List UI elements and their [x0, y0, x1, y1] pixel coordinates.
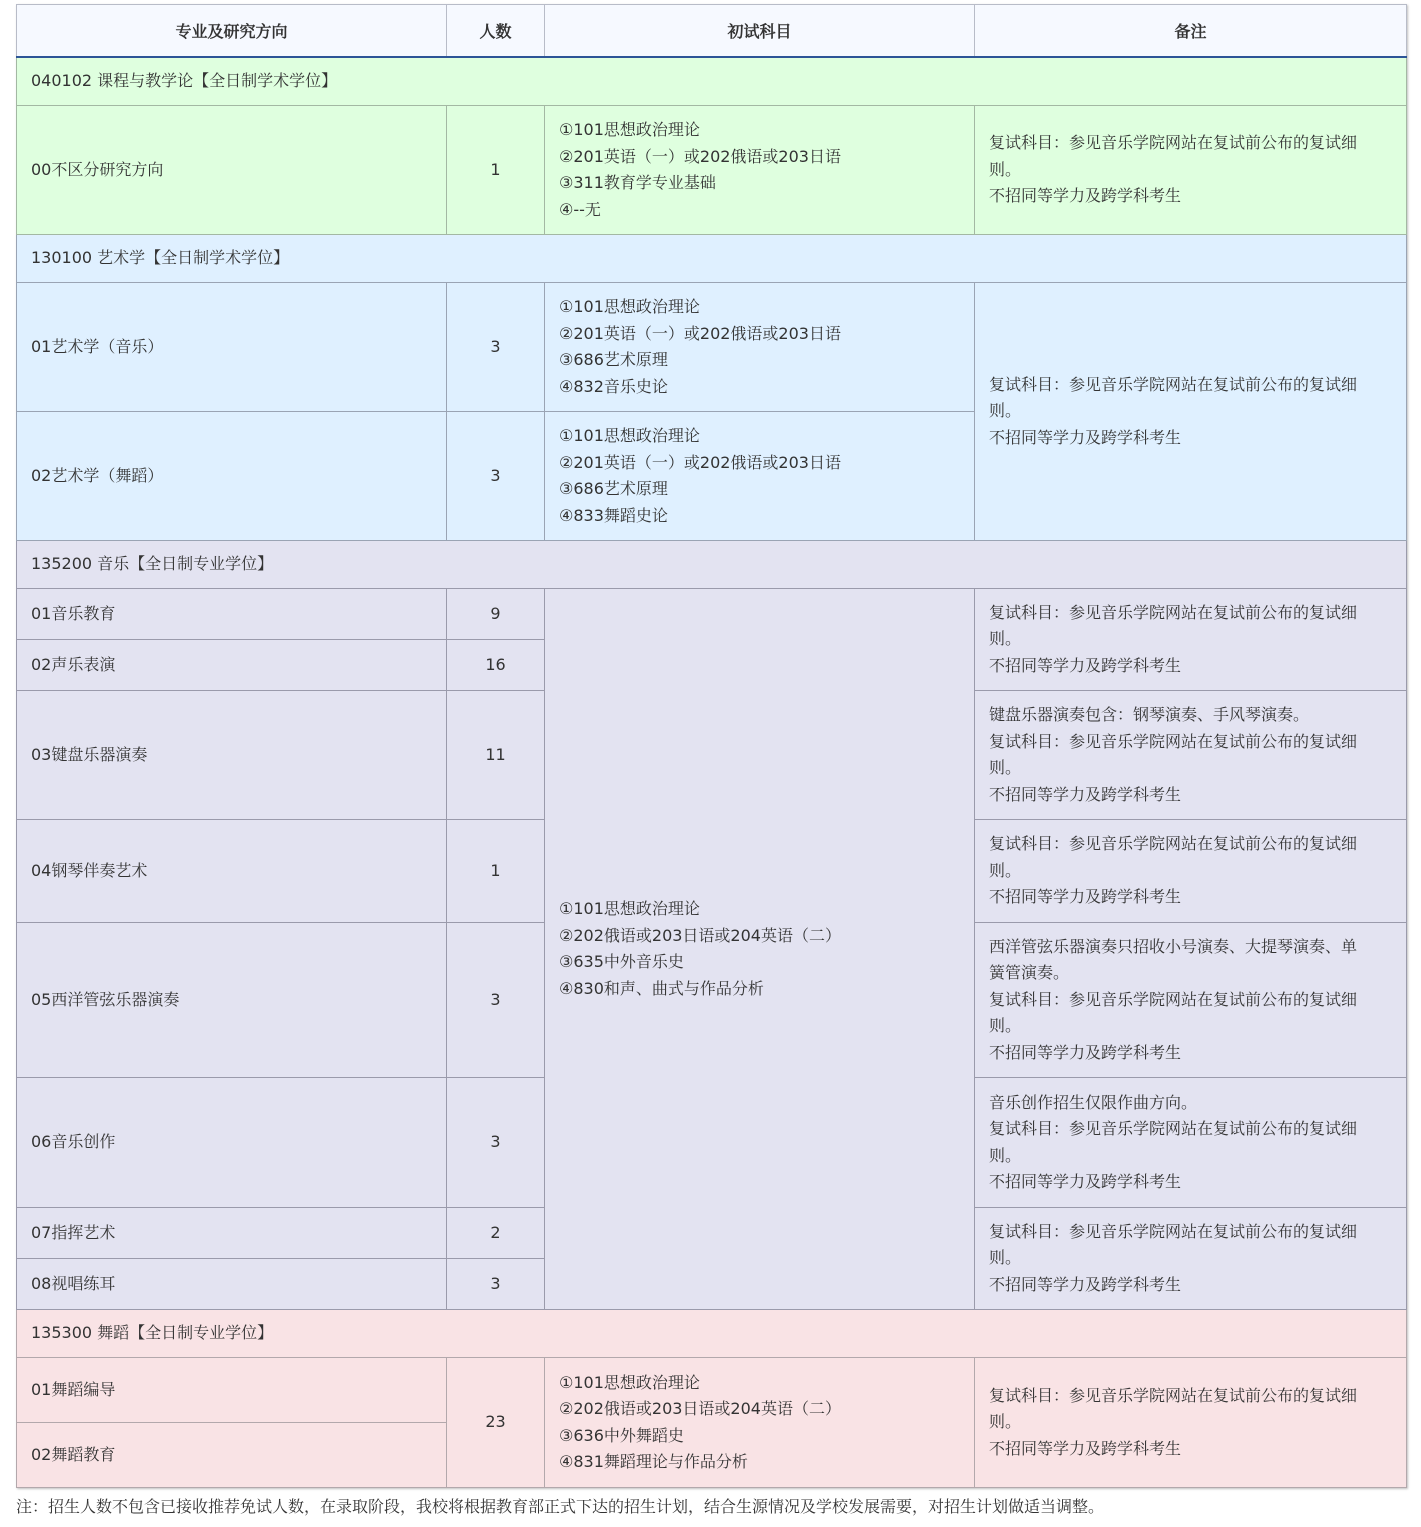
remark-line: 音乐创作招生仅限作曲方向。 [989, 1092, 1198, 1112]
subject-line: ④--无 [559, 199, 601, 219]
remarks-cell [975, 691, 1407, 820]
section-row [17, 541, 1407, 589]
direction-cell: 01艺术学（音乐） [17, 283, 447, 412]
table-row [17, 589, 1407, 640]
remarks-cell [975, 1208, 1407, 1310]
remark-line: 不招同等学力及跨学科考生 [989, 1438, 1182, 1458]
header-direction: 专业及研究方向 [17, 5, 447, 58]
admissions-table-container [16, 4, 1406, 1488]
section-title: 135200 音乐【全日制专业学位】 [17, 541, 1407, 589]
remark-line: 簧管演奏。 [989, 963, 1070, 983]
section-row [17, 1310, 1407, 1358]
remark-line: 复试科目：参见音乐学院网站在复试前公布的复试细 [989, 374, 1358, 394]
count-cell: 3 [447, 412, 545, 541]
direction-cell: 02艺术学（舞蹈） [17, 412, 447, 541]
count-cell: 11 [447, 691, 545, 820]
remark-line: 复试科目：参见音乐学院网站在复试前公布的复试细 [989, 989, 1358, 1009]
section-title: 135300 舞蹈【全日制专业学位】 [17, 1310, 1407, 1358]
remark-line: 不招同等学力及跨学科考生 [989, 1274, 1182, 1294]
count-cell: 3 [447, 283, 545, 412]
subject-line: ④830和声、曲式与作品分析 [559, 978, 764, 998]
header-remarks: 备注 [975, 5, 1407, 58]
remark-line: 复试科目：参见音乐学院网站在复试前公布的复试细 [989, 731, 1358, 751]
subject-line: ③686艺术原理 [559, 350, 668, 369]
remark-line: 西洋管弦乐器演奏只招收小号演奏、大提琴演奏、单 [989, 936, 1358, 956]
subject-line: ③686艺术原理 [559, 479, 668, 498]
section-row [17, 57, 1407, 106]
subject-line: ①101思想政治理论 [559, 120, 700, 139]
remark-line: 复试科目：参见音乐学院网站在复试前公布的复试细 [989, 602, 1358, 622]
remarks-cell [975, 589, 1407, 691]
remark-line: 不招同等学力及跨学科考生 [989, 784, 1182, 804]
subjects-cell [545, 106, 975, 235]
remark-line: 复试科目：参见音乐学院网站在复试前公布的复试细 [989, 834, 1358, 854]
subject-line: ④833舞蹈史论 [559, 505, 668, 525]
footnote: 注：招生人数不包含已接收推荐免试人数，在录取阶段，我校将根据教育部正式下达的招生计划，结合生源情况及学校发展需要，对招生计划做适当调整。 [16, 1497, 1105, 1516]
section-row [17, 235, 1407, 283]
count-cell: 23 [447, 1358, 545, 1488]
remark-line: 复试科目：参见音乐学院网站在复试前公布的复试细 [989, 1385, 1358, 1405]
subject-line: ③635中外音乐史 [559, 952, 684, 971]
direction-cell: 08视唱练耳 [17, 1259, 447, 1310]
remark-line: 则。 [989, 1016, 1022, 1036]
remark-line: 键盘乐器演奏包含：钢琴演奏、手风琴演奏。 [989, 705, 1310, 724]
subject-line: ①101思想政治理论 [559, 1372, 700, 1392]
table-row [17, 1358, 1407, 1423]
remark-line: 则。 [989, 1412, 1022, 1432]
direction-cell: 01舞蹈编导 [17, 1358, 447, 1423]
table-header-row [17, 5, 1407, 58]
remark-line: 则。 [989, 1248, 1022, 1268]
remark-line: 则。 [989, 401, 1022, 421]
section-title: 130100 艺术学【全日制学术学位】 [17, 235, 1407, 283]
subjects-cell [545, 1358, 975, 1488]
direction-cell: 05西洋管弦乐器演奏 [17, 923, 447, 1078]
remark-line: 复试科目：参见音乐学院网站在复试前公布的复试细 [989, 1119, 1358, 1138]
remark-line: 不招同等学力及跨学科考生 [989, 887, 1182, 907]
table-row [17, 283, 1407, 412]
remarks-cell [975, 283, 1407, 541]
remark-line: 不招同等学力及跨学科考生 [989, 655, 1182, 675]
direction-cell: 04钢琴伴奏艺术 [17, 820, 447, 923]
remarks-cell [975, 1078, 1407, 1208]
remark-line: 则。 [989, 159, 1022, 179]
direction-cell: 02声乐表演 [17, 640, 447, 691]
section-title: 040102 课程与教学论【全日制学术学位】 [17, 57, 1407, 106]
direction-cell: 03键盘乐器演奏 [17, 691, 447, 820]
remark-line: 复试科目：参见音乐学院网站在复试前公布的复试细 [989, 1221, 1358, 1241]
direction-cell: 02舞蹈教育 [17, 1423, 447, 1488]
count-cell: 3 [447, 1259, 545, 1310]
subject-line: ②201英语（一）或202俄语或203日语 [559, 146, 841, 166]
remark-line: 不招同等学力及跨学科考生 [989, 427, 1182, 447]
remark-line: 不招同等学力及跨学科考生 [989, 186, 1182, 206]
subject-line: ②201英语（一）或202俄语或203日语 [559, 323, 841, 343]
remark-line: 复试科目：参见音乐学院网站在复试前公布的复试细 [989, 133, 1358, 153]
remark-line: 则。 [989, 758, 1022, 777]
direction-cell: 01音乐教育 [17, 589, 447, 640]
remarks-cell [975, 106, 1407, 235]
subject-line: ④831舞蹈理论与作品分析 [559, 1452, 748, 1471]
subject-line: ④832音乐史论 [559, 376, 668, 396]
count-cell: 3 [447, 923, 545, 1078]
remark-line: 则。 [989, 1145, 1022, 1165]
direction-cell: 07指挥艺术 [17, 1208, 447, 1259]
subject-line: ③636中外舞蹈史 [559, 1425, 684, 1445]
remarks-cell [975, 923, 1407, 1078]
subject-line: ③311教育学专业基础 [559, 173, 716, 192]
count-cell: 16 [447, 640, 545, 691]
count-cell: 2 [447, 1208, 545, 1259]
subjects-cell [545, 589, 975, 1310]
direction-cell: 00不区分研究方向 [17, 106, 447, 235]
remark-line: 不招同等学力及跨学科考生 [989, 1042, 1182, 1062]
remark-line: 则。 [989, 629, 1022, 649]
header-count: 人数 [447, 5, 545, 58]
remarks-cell [975, 820, 1407, 923]
remark-line: 则。 [989, 860, 1022, 880]
subject-line: ②202俄语或203日语或204英语（二） [559, 1399, 841, 1418]
subject-line: ①101思想政治理论 [559, 426, 700, 445]
subject-line: ①101思想政治理论 [559, 899, 700, 918]
count-cell: 9 [447, 589, 545, 640]
count-cell: 3 [447, 1078, 545, 1208]
admissions-table [16, 4, 1407, 1488]
subject-line: ②201英语（一）或202俄语或203日语 [559, 452, 841, 472]
remarks-cell [975, 1358, 1407, 1488]
count-cell: 1 [447, 820, 545, 923]
direction-cell: 06音乐创作 [17, 1078, 447, 1208]
subject-line: ②202俄语或203日语或204英语（二） [559, 925, 841, 945]
header-subjects: 初试科目 [545, 5, 975, 58]
subjects-cell [545, 412, 975, 541]
remark-line: 不招同等学力及跨学科考生 [989, 1172, 1182, 1191]
table-row [17, 106, 1407, 235]
subject-line: ①101思想政治理论 [559, 297, 700, 316]
count-cell: 1 [447, 106, 545, 235]
subjects-cell [545, 283, 975, 412]
